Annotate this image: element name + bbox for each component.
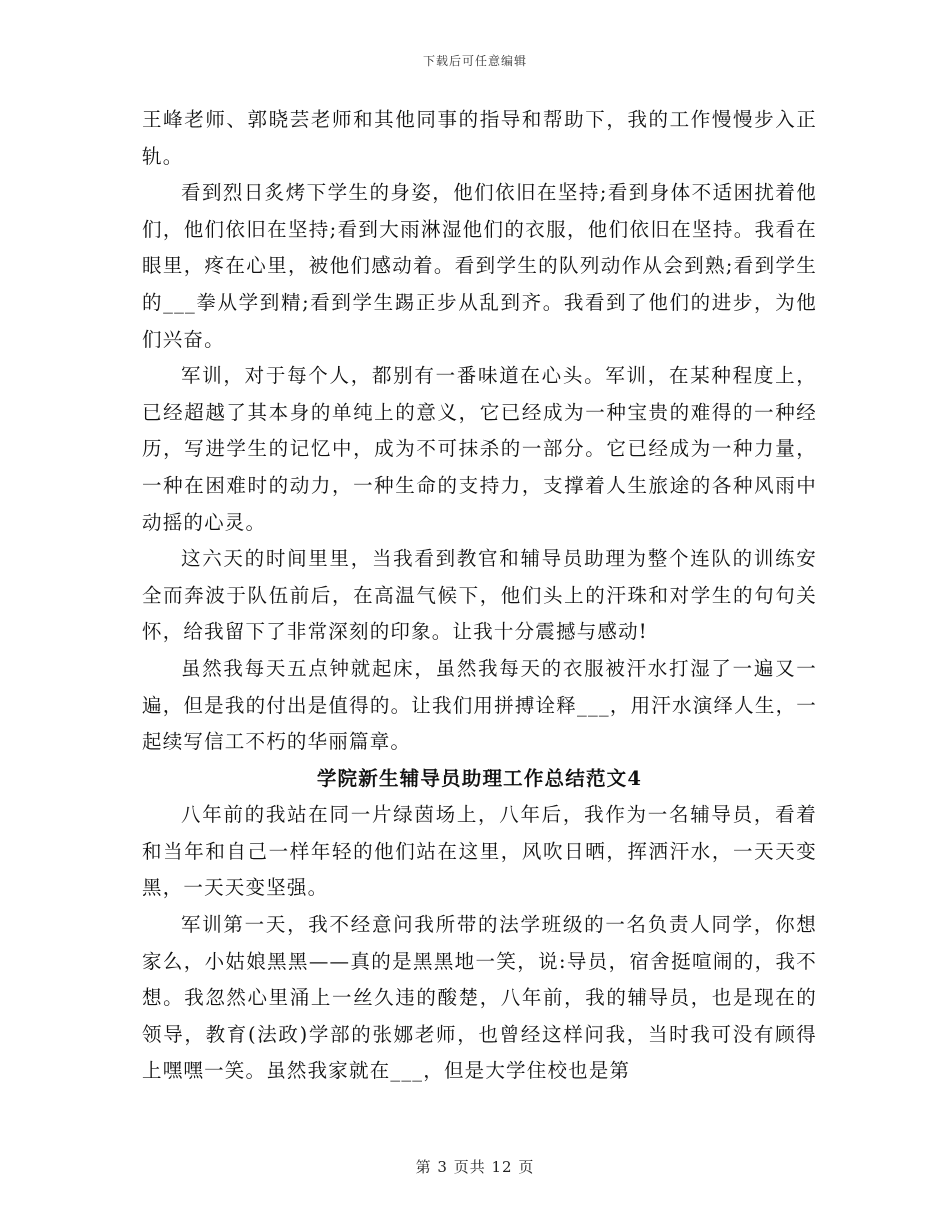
paragraph: 这六天的时间里里，当我看到教官和辅导员助理为整个连队的训练安全而奔波于队伍前后，在高温气候下，他们头上的汗珠和对学生的句句关怀，给我留下了非常深刻的印象。让我十分震撼与感动! [142,547,817,644]
paragraph: 军训第一天，我不经意问我所带的法学班级的一名负责人同学，你想家么，小姑娘黑黑——真的是黑黑地一笑，说:导员，宿舍挺喧闹的，我不想。我忽然心里涌上一丝久违的酸楚，八年前，我的辅导员，也是现在的领导，教育(法政)学部的张娜老师，也曾经这样问我，当时我可没有顾得上嘿嘿一笑。虽然我家就在___，但是大学住校也是第 [142,913,817,1083]
paragraph-continued: 王峰老师、郭晓芸老师和其他同事的指导和帮助下，我的工作慢慢步入正轨。 [142,108,817,168]
document-body [142,102,817,1090]
paragraph: 八年前的我站在同一片绿茵场上，八年后，我作为一名辅导员，看着和当年和自己一样年轻的他们站在这里，风吹日晒，挥洒汗水，一天天变黑，一天天变坚强。 [142,803,817,900]
section-title: 学院新生辅导员助理工作总结范文4 [316,766,643,790]
paragraph: 虽然我每天五点钟就起床，虽然我每天的衣服被汗水打湿了一遍又一遍，但是我的付出是值得的。让我们用拼搏诠释___，用汗水演绎人生，一起续写信工不朽的华丽篇章。 [142,656,817,754]
paragraph: 看到烈日炙烤下学生的身姿，他们依旧在坚持;看到身体不适困扰着他们，他们依旧在坚持;看到大雨淋湿他们的衣服，他们依旧在坚持。我看在眼里，疼在心里，被他们感动着。看到学生的队列动作从会到熟;看到学生的___拳从学到精;看到学生踢正步从乱到齐。我看到了他们的进步，为他们兴奋。 [142,181,817,351]
page-header: 下载后可任意编辑 [422,54,527,68]
paragraph: 军训，对于每个人，都别有一番味道在心头。军训，在某种程度上，已经超越了其本身的单纯上的意义，它已经成为一种宝贵的难得的一种经历，写进学生的记忆中，成为不可抹杀的一部分。它已经成为一种力量，一种在困难时的动力，一种生命的支持力，支撑着人生旅途的各种风雨中动摇的心灵。 [142,364,817,534]
page-footer: 第 3 页共 12 页 [415,1158,535,1176]
